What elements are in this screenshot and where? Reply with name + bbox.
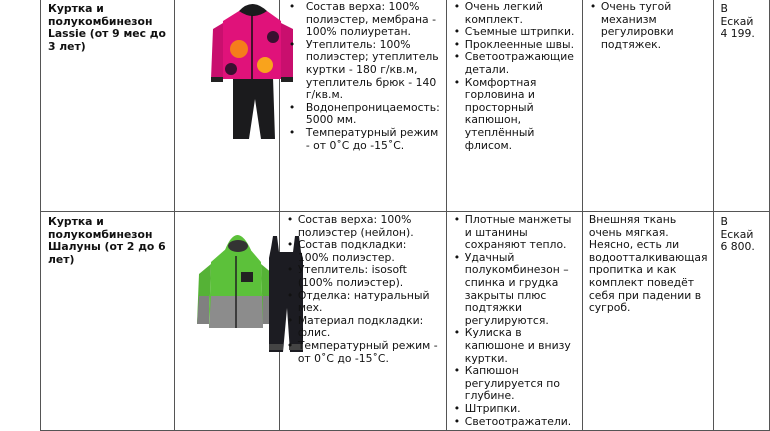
list-item: • Светоотражающие детали. bbox=[453, 51, 576, 76]
list-item: • Съемные штрипки. bbox=[453, 26, 576, 39]
list-item: • Капюшон регулируется по глубине. bbox=[453, 365, 576, 403]
list-item: • Штрипки. bbox=[453, 403, 576, 416]
list-item: • Температурный режим - от 0˚C до -15˚C. bbox=[286, 340, 440, 365]
list-item: • Удачный полукомбинезон – спинка и грудка закрыты плюс подтяжки регулируются. bbox=[453, 252, 576, 328]
product-image-cell bbox=[175, 212, 279, 431]
pros-cell bbox=[446, 0, 582, 212]
list-item: • Очень легкий комплект. bbox=[453, 1, 576, 26]
list-item: • Состав верха: 100% полиэстер (нейлон). bbox=[286, 214, 440, 239]
list-item: • Водонепроницаемость: 5000 мм. bbox=[286, 102, 440, 127]
list-item: • Состав верха: 100% полиэстер, мембрана - 100% полиуретан. bbox=[286, 1, 440, 39]
list-item: • Состав подкладки: 100% полиэстер. bbox=[286, 239, 440, 264]
list-item: • Очень тугой механизм регулировки подтяжек. bbox=[589, 1, 708, 51]
list-item: • Материал подкладки: флис. bbox=[286, 315, 440, 340]
list-item: • Комфортная горловина и просторный капюшон, утеплённый флисом. bbox=[453, 77, 576, 153]
list-item: • Плотные манжеты и штанины сохраняют тепло. bbox=[453, 214, 576, 252]
price-cell: В Ескай 6 800. bbox=[714, 212, 770, 431]
cons-cell bbox=[582, 0, 714, 212]
composition-list bbox=[286, 1, 440, 152]
list-item: • Утеплитель: 100% полиэстер; утеплитель куртки - 180 г/кв.м, утеплитель брюк - 140 г/кв.м. bbox=[286, 39, 440, 102]
table-row bbox=[41, 0, 770, 212]
list-item: • Кулиска в капюшоне и внизу куртки. bbox=[453, 327, 576, 365]
cons-cell: Внешняя ткань очень мягкая. Неясно, есть ли водоотталкивающая пропитка и как комплект поведёт себя при падении в сугроб. bbox=[582, 212, 714, 431]
list-item: • Светоотражатели. bbox=[453, 416, 576, 429]
comparison-table bbox=[40, 0, 770, 431]
product-name: Куртка и полукомбинезон Шалуны (от 2 до 6 лет) bbox=[41, 212, 175, 431]
pros-list bbox=[453, 1, 576, 152]
pros-cell bbox=[446, 212, 582, 431]
table-row bbox=[41, 212, 770, 431]
pros-list bbox=[453, 214, 576, 428]
price-cell: В Ескай 4 199. bbox=[714, 0, 770, 212]
cons-list bbox=[589, 1, 708, 51]
composition-cell bbox=[279, 0, 446, 212]
list-item: • Утеплитель: isosoft (100% полиэстер). bbox=[286, 264, 440, 289]
product-name: Куртка и полукомбинезон Lassie (от 9 мес до 3 лет) bbox=[41, 0, 175, 212]
list-item: • Отделка: натуральный мех. bbox=[286, 290, 440, 315]
composition-list bbox=[286, 214, 440, 365]
list-item: • Температурный режим - от 0˚C до -15˚C. bbox=[286, 127, 440, 152]
product-image-cell bbox=[175, 0, 279, 212]
list-item: • Проклеенные швы. bbox=[453, 39, 576, 52]
